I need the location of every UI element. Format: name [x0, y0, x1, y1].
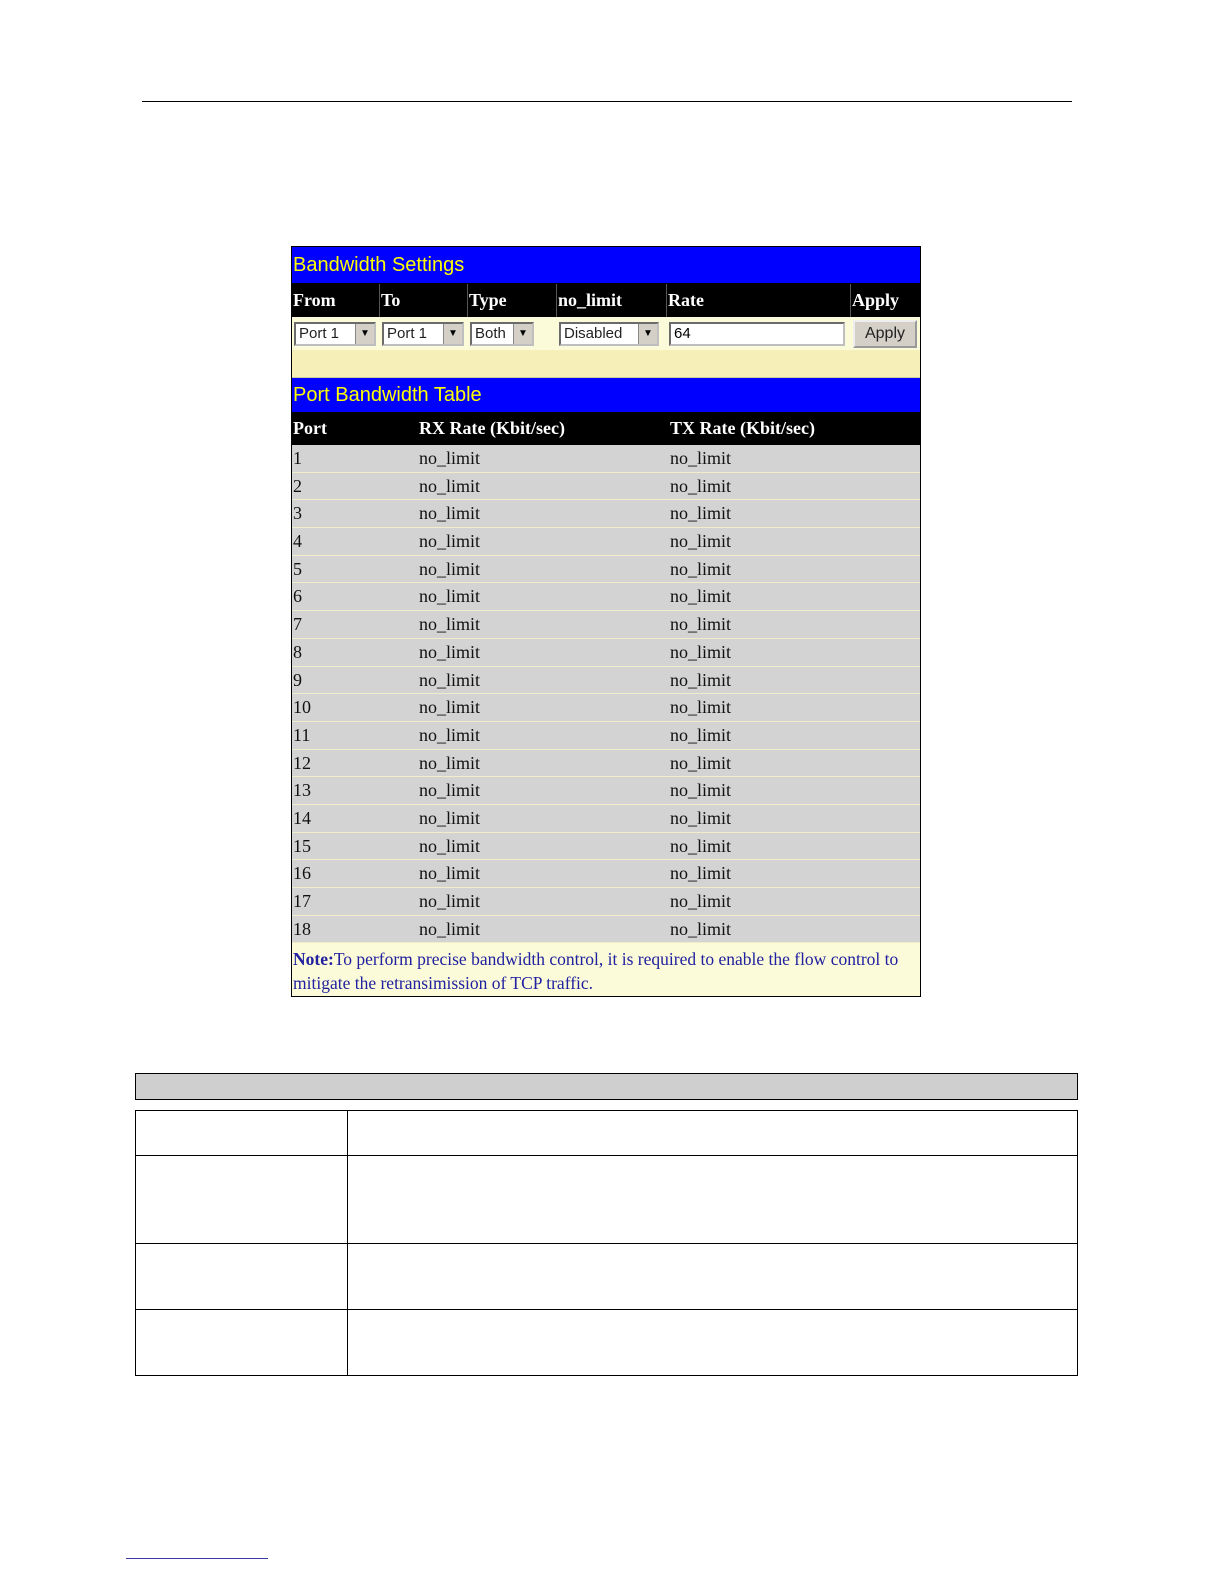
apply-button[interactable]: Apply: [853, 320, 917, 348]
table-row: [136, 1244, 1078, 1310]
rx-rate-cell: no_limit: [419, 697, 481, 718]
page-top-rule: [142, 101, 1072, 102]
note-text: To perform precise bandwidth control, it is required to enable the flow control to mitigate the retransimission of TCP traffic.: [293, 949, 899, 994]
port-cell: 18: [293, 918, 311, 939]
chevron-down-icon: ▼: [638, 324, 657, 344]
tx-rate-cell: no_limit: [670, 669, 732, 690]
description-table-header: [135, 1073, 1078, 1100]
tx-rate-cell: no_limit: [670, 475, 732, 496]
rx-rate-cell: no_limit: [419, 724, 481, 745]
rx-rate-cell: no_limit: [419, 531, 481, 552]
table-row: [292, 833, 920, 861]
to-header: To: [380, 284, 468, 317]
port-bandwidth-rows: [292, 445, 920, 943]
no-limit-header: no_limit: [557, 284, 667, 317]
tx-rate-cell: no_limit: [670, 697, 732, 718]
table-row: [292, 750, 920, 778]
param-cell: [136, 1244, 348, 1310]
table-row: [136, 1310, 1078, 1376]
tx-rate-cell: no_limit: [670, 752, 732, 773]
bandwidth-panel: [291, 246, 921, 997]
port-cell: 8: [293, 641, 302, 662]
tx-rate-cell: no_limit: [670, 918, 732, 939]
table-row: [292, 556, 920, 584]
rx-rate-cell: no_limit: [419, 918, 481, 939]
description-cell: [348, 1111, 1078, 1156]
param-cell: [136, 1310, 348, 1376]
section-spacer: [292, 350, 920, 378]
chevron-down-icon: ▼: [443, 324, 462, 344]
rx-rate-cell: no_limit: [419, 448, 481, 468]
table-row: [292, 473, 920, 501]
tx-rate-cell: no_limit: [670, 558, 732, 579]
port-cell: 3: [293, 503, 302, 524]
rx-rate-cell: no_limit: [419, 641, 481, 662]
param-cell: [136, 1156, 348, 1244]
rx-rate-cell: no_limit: [419, 835, 481, 856]
port-cell: 12: [293, 752, 311, 773]
apply-header: Apply: [852, 290, 900, 310]
rx-rate-cell: no_limit: [419, 586, 481, 607]
rx-rate-column-header: RX Rate (Kbit/sec): [419, 418, 565, 438]
tx-rate-cell: no_limit: [670, 586, 732, 607]
chevron-down-icon: ▼: [355, 324, 374, 344]
tx-rate-cell: no_limit: [670, 724, 732, 745]
port-cell: 9: [293, 669, 302, 690]
tx-rate-cell: no_limit: [670, 780, 732, 801]
tx-rate-cell: no_limit: [670, 641, 732, 662]
rx-rate-cell: no_limit: [419, 807, 481, 828]
table-row: [292, 528, 920, 556]
tx-rate-cell: no_limit: [670, 614, 732, 635]
description-cell: [348, 1156, 1078, 1244]
port-cell: 15: [293, 835, 311, 856]
port-cell: 16: [293, 863, 311, 884]
param-cell: [136, 1111, 348, 1156]
rx-rate-cell: no_limit: [419, 503, 481, 524]
port-cell: 11: [293, 724, 311, 745]
port-cell: 6: [293, 586, 302, 607]
table-row: [136, 1156, 1078, 1244]
description-cell: [348, 1310, 1078, 1376]
table-row: [292, 583, 920, 611]
table-row: [292, 694, 920, 722]
table-row: [292, 445, 920, 473]
port-cell: 2: [293, 475, 302, 496]
tx-rate-cell: no_limit: [670, 503, 732, 524]
table-row: [292, 805, 920, 833]
tx-rate-cell: no_limit: [670, 448, 732, 468]
port-cell: 17: [293, 891, 311, 911]
from-header: From: [292, 284, 380, 317]
footer-link-rule: [126, 1558, 268, 1559]
chevron-down-icon: ▼: [513, 324, 532, 344]
rx-rate-cell: no_limit: [419, 891, 481, 911]
table-row: [292, 500, 920, 528]
table-row: [292, 777, 920, 805]
port-cell: 10: [293, 697, 311, 718]
note-label: Note:: [293, 949, 334, 970]
table-row: [292, 611, 920, 639]
no-limit-select[interactable]: Disabled ▼: [559, 322, 659, 346]
rx-rate-cell: no_limit: [419, 752, 481, 773]
bandwidth-settings-controls: [292, 317, 920, 350]
type-header: Type: [468, 284, 557, 317]
table-row: [136, 1111, 1078, 1156]
tx-rate-column-header: TX Rate (Kbit/sec): [670, 418, 815, 438]
rx-rate-cell: no_limit: [419, 669, 481, 690]
port-cell: 5: [293, 558, 302, 579]
tx-rate-cell: no_limit: [670, 863, 732, 884]
rate-header: Rate: [667, 284, 851, 317]
table-row: [292, 722, 920, 750]
port-bandwidth-table-header: [292, 412, 920, 445]
to-port-select[interactable]: Port 1 ▼: [382, 322, 464, 346]
port-cell: 1: [293, 448, 302, 468]
rx-rate-cell: no_limit: [419, 614, 481, 635]
rate-input[interactable]: 64: [669, 322, 845, 346]
port-bandwidth-table-title: Port Bandwidth Table: [292, 378, 920, 412]
type-select[interactable]: Both ▼: [470, 322, 534, 346]
table-row: [292, 860, 920, 888]
table-row: [292, 888, 920, 916]
rx-rate-cell: no_limit: [419, 558, 481, 579]
description-cell: [348, 1244, 1078, 1310]
flow-control-note: [292, 943, 920, 995]
description-table: [135, 1110, 1078, 1376]
tx-rate-cell: no_limit: [670, 531, 732, 552]
rx-rate-cell: no_limit: [419, 863, 481, 884]
port-cell: 14: [293, 807, 311, 828]
port-cell: 4: [293, 531, 302, 552]
port-cell: 13: [293, 780, 311, 801]
table-row: [292, 667, 920, 695]
port-column-header: Port: [293, 418, 327, 438]
port-cell: 7: [293, 614, 302, 635]
table-row: [292, 916, 920, 944]
rx-rate-cell: no_limit: [419, 780, 481, 801]
tx-rate-cell: no_limit: [670, 807, 732, 828]
bandwidth-settings-title: Bandwidth Settings: [292, 247, 920, 284]
from-port-select[interactable]: Port 1 ▼: [294, 322, 376, 346]
bandwidth-settings-header: [292, 284, 920, 317]
table-row: [292, 639, 920, 667]
rx-rate-cell: no_limit: [419, 475, 481, 496]
tx-rate-cell: no_limit: [670, 891, 732, 911]
tx-rate-cell: no_limit: [670, 835, 732, 856]
